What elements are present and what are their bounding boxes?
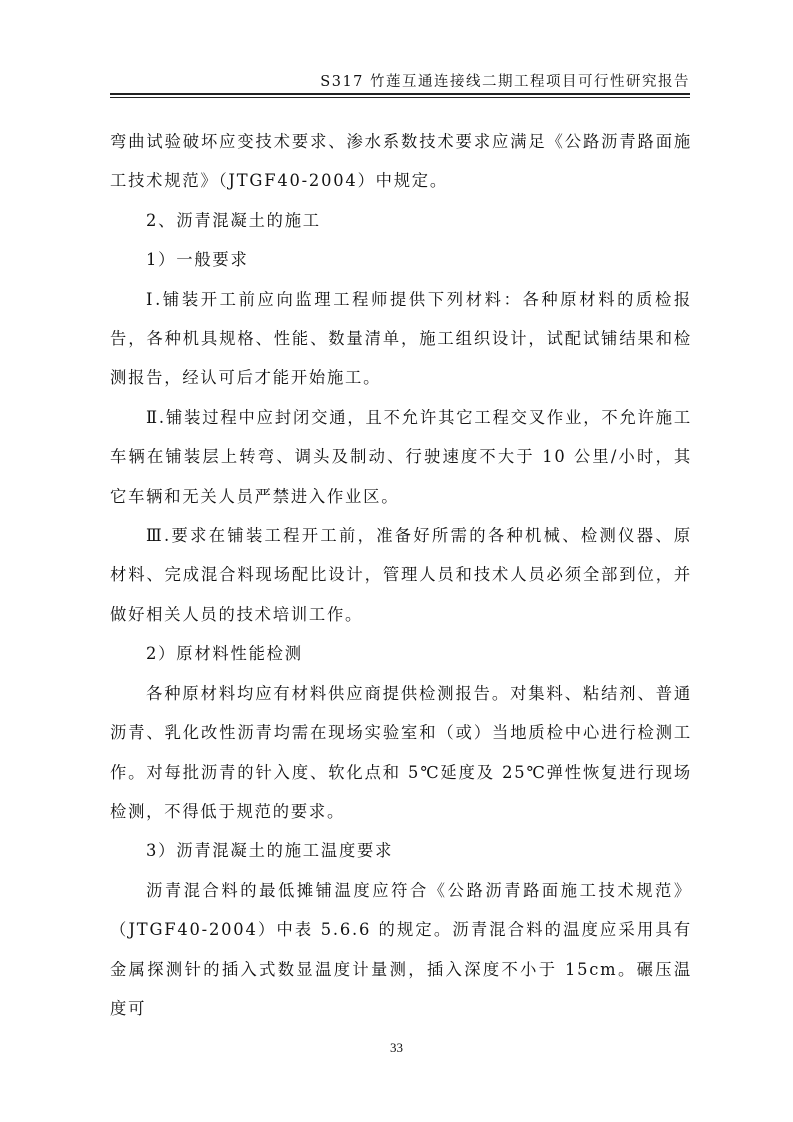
paragraph-temperature: 沥青混合料的最低摊铺温度应符合《公路沥青路面施工技术规范》（JTGF40-2004）中表 5.6.6 的规定。沥青混合料的温度应采用具有金属探测针的插入式数显温度计量测，插入深度不小于 15cm。碾压温度可 [110, 880, 692, 1018]
subheading-material-testing: 2）原材料性能检测 [146, 644, 303, 664]
paragraph-material-testing: 各种原材料均应有材料供应商提供检测报告。对集料、粘结剂、普通沥青、乳化改性沥青均需在现场实验室和（或）当地质检中心进行检测工作。对每批沥青的针入度、软化点和 5℃延度及 25℃弹性恢复进行现场检测，不得低于规范的要求。 [110, 683, 692, 821]
paragraph-item-2: Ⅱ.铺装过程中应封闭交通，且不允许其它工程交叉作业，不允许施工车辆在铺装层上转弯、调头及制动、行驶速度不大于 10 公里/小时，其它车辆和无关人员严禁进入作业区。 [110, 407, 692, 506]
section-heading-asphalt-construction: 2、沥青混凝土的施工 [146, 210, 321, 230]
subheading-temperature-requirements: 3）沥青混凝土的施工温度要求 [146, 841, 394, 861]
header-rule-thick [110, 93, 690, 95]
paragraph-item-1: Ⅰ.铺装开工前应向监理工程师提供下列材料：各种原材料的质检报告，各种机具规格、性能、数量清单，施工组织设计，试配试铺结果和检测报告，经认可后才能开始施工。 [110, 289, 692, 388]
paragraph-item-3: Ⅲ.要求在铺装工程开工前，准备好所需的各种机械、检测仪器、原材料、完成混合料现场配比设计，管理人员和技术人员必须全部到位，并做好相关人员的技术培训工作。 [110, 526, 692, 624]
header-rule-thin [110, 97, 690, 98]
page-header-title: S317 竹莲互通连接线二期工程项目可行性研究报告 [320, 74, 690, 90]
body-text [110, 122, 692, 1028]
paragraph-continuation: 弯曲试验破坏应变技术要求、渗水系数技术要求应满足《公路沥青路面施工技术规范》（JTGF40-2004）中规定。 [110, 132, 692, 191]
subheading-general-requirements: 1）一般要求 [146, 250, 249, 270]
page-number: 33 [390, 1040, 403, 1055]
